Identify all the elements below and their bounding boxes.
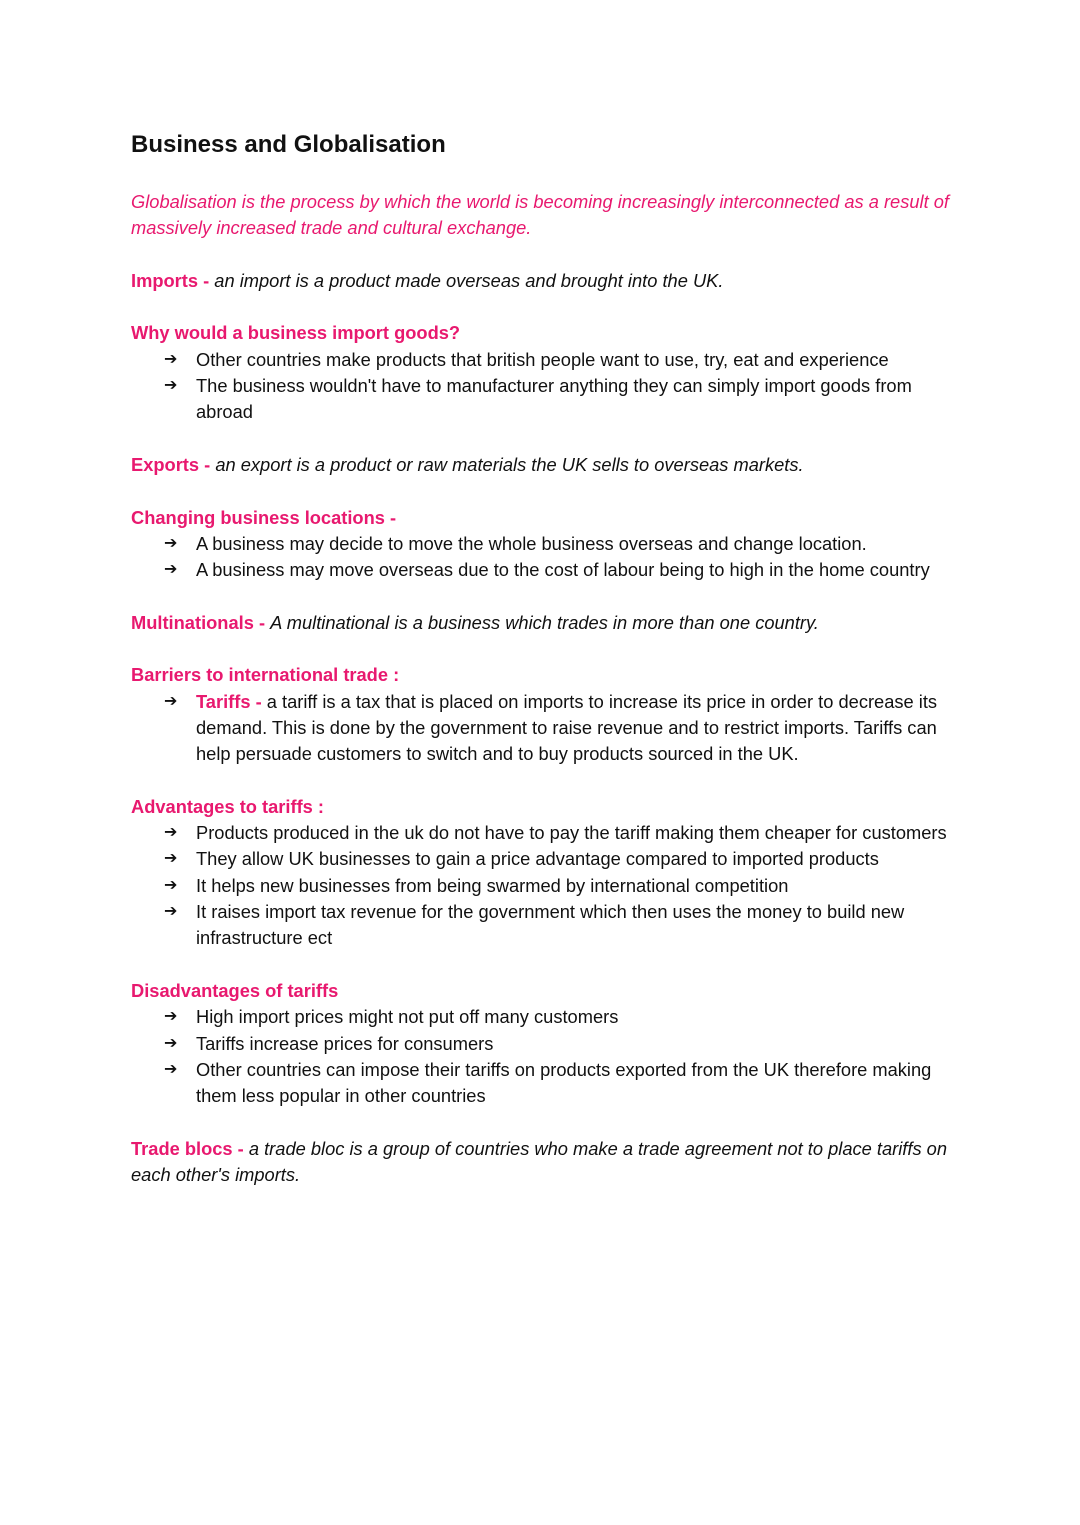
why-import-section xyxy=(131,320,949,425)
list-item-text: Tariffs increase prices for consumers xyxy=(196,1032,494,1054)
list-item-text: Other countries make products that british people want to use, try, eat and experience xyxy=(196,348,889,370)
multinationals-text: A multinational is a business which trades in more than one country. xyxy=(270,611,819,633)
disadvantages-section xyxy=(131,978,949,1109)
advantages-list xyxy=(131,820,949,951)
tariffs-text: a tariff is a tax that is placed on imports to increase its price in order to decrease its demand. This is done by the government to raise revenue and to restrict imports. Tariffs can help persuade customers to switch and to buy products sourced in the UK. xyxy=(196,690,938,765)
exports-term: Exports - xyxy=(131,453,216,475)
arrow-icon: ➔ xyxy=(164,850,178,868)
list-item xyxy=(131,1031,949,1057)
list-item-text: A business may move overseas due to the cost of labour being to high in the home country xyxy=(196,559,930,581)
arrow-icon: ➔ xyxy=(164,350,178,368)
arrow-icon: ➔ xyxy=(164,876,178,894)
exports-text: an export is a product or raw materials the UK sells to overseas markets. xyxy=(215,453,804,475)
multinationals-definition xyxy=(131,610,949,636)
list-item xyxy=(131,1057,949,1110)
trade-blocs-term: Trade blocs - xyxy=(131,1137,249,1159)
list-item-text: Products produced in the uk do not have to pay the tariff making them cheaper for customers xyxy=(196,822,947,844)
page-title: Business and Globalisation xyxy=(131,131,446,158)
barriers-list xyxy=(131,689,949,768)
list-item-text: The business wouldn't have to manufacturer anything they can simply import goods from abroad xyxy=(196,375,912,423)
why-import-list xyxy=(131,347,949,426)
arrow-icon: ➔ xyxy=(164,561,178,579)
list-item-text: It raises import tax revenue for the government which then uses the money to build new infrastructure ect xyxy=(196,901,905,949)
list-item xyxy=(131,1004,949,1030)
barriers-section xyxy=(131,662,949,767)
list-item xyxy=(131,373,949,426)
list-item xyxy=(131,689,949,768)
trade-blocs-definition xyxy=(131,1136,949,1189)
list-item xyxy=(131,820,949,846)
why-import-heading: Why would a business import goods? xyxy=(131,322,461,344)
imports-definition xyxy=(131,268,949,294)
list-item xyxy=(131,899,949,952)
list-item xyxy=(131,873,949,899)
exports-definition xyxy=(131,452,949,478)
trade-blocs-text: a trade bloc is a group of countries who make a trade agreement not to place tariffs on each other's imports. xyxy=(131,1137,947,1185)
arrow-icon: ➔ xyxy=(164,903,178,921)
arrow-icon: ➔ xyxy=(164,1008,178,1026)
list-item-text: High import prices might not put off many customers xyxy=(196,1006,619,1028)
arrow-icon: ➔ xyxy=(164,377,178,395)
list-item-text: They allow UK businesses to gain a price advantage compared to imported products xyxy=(196,848,879,870)
imports-text: an import is a product made overseas and brought into the UK. xyxy=(214,269,724,291)
list-item xyxy=(131,557,949,583)
changing-locations-section xyxy=(131,505,949,584)
document-page xyxy=(131,130,949,1215)
changing-locations-list xyxy=(131,531,949,584)
list-item xyxy=(131,347,949,373)
list-item xyxy=(131,531,949,557)
disadvantages-list xyxy=(131,1004,949,1109)
arrow-icon: ➔ xyxy=(164,692,178,710)
arrow-icon: ➔ xyxy=(164,824,178,842)
arrow-icon: ➔ xyxy=(164,534,178,552)
disadvantages-heading: Disadvantages of tariffs xyxy=(131,979,339,1001)
arrow-icon: ➔ xyxy=(164,1034,178,1052)
multinationals-term: Multinationals - xyxy=(131,611,271,633)
arrow-icon: ➔ xyxy=(164,1060,178,1078)
advantages-section xyxy=(131,794,949,952)
list-item-text: It helps new businesses from being swarmed by international competition xyxy=(196,874,789,896)
intro-definition: Globalisation is the process by which the world is becoming increasingly interconnected as a result of massively increased trade and cultural exchange. xyxy=(131,191,949,239)
list-item xyxy=(131,846,949,872)
imports-term: Imports - xyxy=(131,269,215,291)
advantages-heading: Advantages to tariffs : xyxy=(131,795,324,817)
list-item-text: Other countries can impose their tariffs on products exported from the UK therefore making them less popular in other countries xyxy=(196,1058,932,1107)
changing-locations-heading: Changing business locations - xyxy=(131,506,397,528)
list-item-text: A business may decide to move the whole business overseas and change location. xyxy=(196,532,867,554)
tariffs-term: Tariffs - xyxy=(196,690,267,712)
barriers-heading: Barriers to international trade : xyxy=(131,664,400,686)
